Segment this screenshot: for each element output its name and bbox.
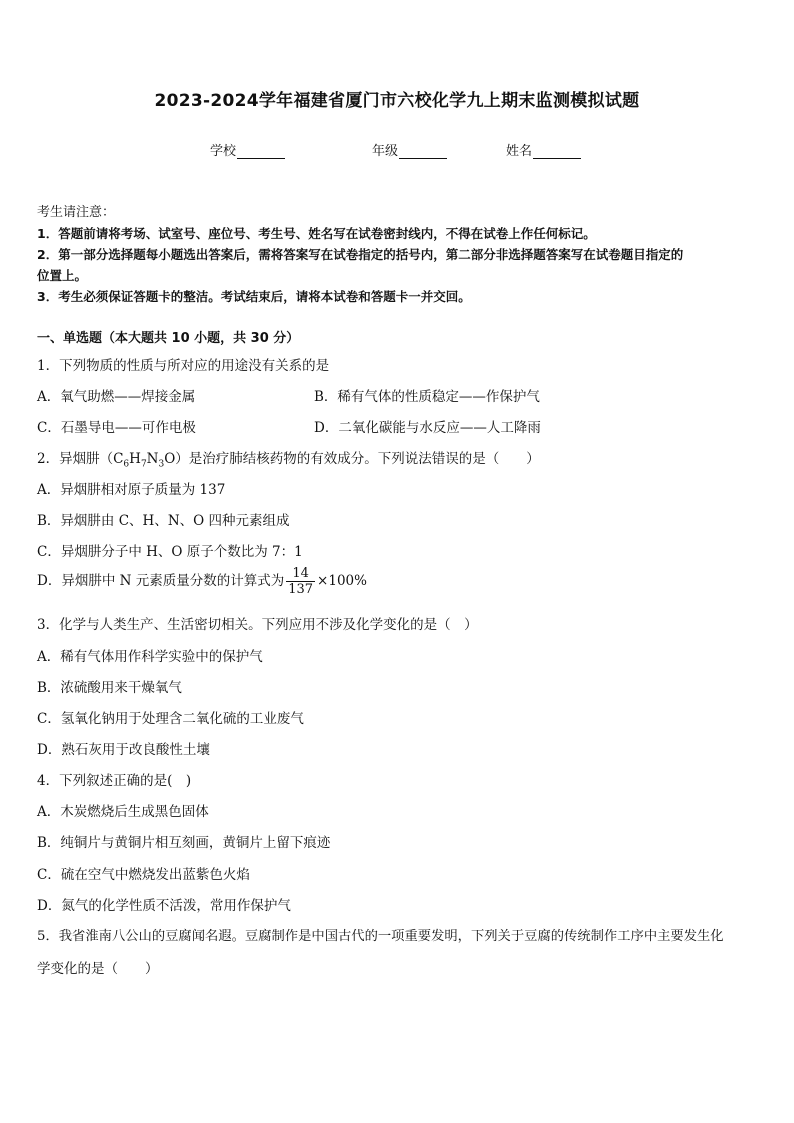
name-field bbox=[506, 140, 581, 159]
grade-label: 年级 bbox=[372, 144, 399, 159]
notice-heading: 考生请注意： bbox=[37, 205, 116, 220]
q3-option-d[interactable]: D．熟石灰用于改良酸性土壤 bbox=[37, 742, 210, 758]
student-info-row bbox=[0, 140, 794, 160]
q2-stem-part: O）是治疗肺结核药物的有效成分。下列说法错误的是（ ） bbox=[164, 451, 540, 467]
school-field bbox=[210, 140, 285, 159]
q2-subscript: 3 bbox=[158, 459, 165, 470]
notice-block bbox=[37, 202, 762, 307]
q3-option-b[interactable]: B．浓硫酸用来干燥氧气 bbox=[37, 680, 182, 696]
notice-item: 位置上。 bbox=[37, 268, 88, 283]
q4-stem: 4．下列叙述正确的是( ) bbox=[37, 773, 192, 789]
q3-stem: 3．化学与人类生产、生活密切相关。下列应用不涉及化学变化的是（ ） bbox=[37, 617, 478, 633]
q1-stem: 1．下列物质的性质与所对应的用途没有关系的是 bbox=[37, 358, 330, 374]
q2-option-b[interactable]: B．异烟肼由 C、H、N、O 四种元素组成 bbox=[37, 513, 290, 529]
q2-d-suffix: ×100% bbox=[317, 573, 367, 589]
fraction-numerator: 14 bbox=[286, 566, 315, 582]
q2-option-d[interactable] bbox=[37, 566, 367, 597]
school-blank[interactable] bbox=[237, 144, 285, 159]
q4-option-a[interactable]: A．木炭燃烧后生成黑色固体 bbox=[37, 804, 209, 820]
school-label: 学校 bbox=[210, 144, 237, 159]
q2-stem-part: 2．异烟肼（C bbox=[37, 451, 124, 467]
q1-option-b[interactable]: B．稀有气体的性质稳定——作保护气 bbox=[314, 389, 540, 405]
q4-option-b[interactable]: B．纯铜片与黄铜片相互刻画，黄铜片上留下痕迹 bbox=[37, 835, 331, 851]
grade-blank[interactable] bbox=[399, 144, 447, 159]
notice-item: 2．第一部分选择题每小题选出答案后，需将答案写在试卷指定的括号内，第二部分非选择题答案写在试卷题目指定的 bbox=[37, 247, 684, 262]
name-label: 姓名 bbox=[506, 144, 533, 159]
q1-option-c[interactable]: C．石墨导电——可作电极 bbox=[37, 420, 196, 436]
q2-subscript: 6 bbox=[123, 459, 130, 470]
name-blank[interactable] bbox=[533, 144, 581, 159]
q2-option-a[interactable]: A．异烟肼相对原子质量为 137 bbox=[37, 482, 226, 498]
q1-option-a[interactable]: A．氧气助燃——焊接金属 bbox=[37, 389, 196, 405]
q1-option-d[interactable]: D．二氧化碳能与水反应——人工降雨 bbox=[314, 420, 541, 436]
q2-stem bbox=[37, 447, 540, 470]
q4-option-d[interactable]: D．氮气的化学性质不活泼，常用作保护气 bbox=[37, 898, 291, 914]
q2-stem-part: H bbox=[129, 451, 141, 467]
section-title: 一、单选题（本大题共 10 小题，共 30 分） bbox=[37, 331, 300, 346]
notice-item: 3．考生必须保证答题卡的整洁。考试结束后，请将本试卷和答题卡一并交回。 bbox=[37, 289, 471, 304]
page-title: 2023-2024学年福建省厦门市六校化学九上期末监测模拟试题 bbox=[154, 91, 640, 111]
q3-option-c[interactable]: C．氢氧化钠用于处理含二氧化硫的工业废气 bbox=[37, 711, 304, 727]
q5-stem-line1: 5．我省淮南八公山的豆腐闻名遐。豆腐制作是中国古代的一项重要发明，下列关于豆腐的传统制作工序中主要发生化 bbox=[37, 929, 724, 944]
q5-stem-line2: 学变化的是（ ） bbox=[37, 961, 159, 977]
fraction bbox=[286, 566, 315, 597]
q3-option-a[interactable]: A．稀有气体用作科学实验中的保护气 bbox=[37, 649, 263, 665]
q2-stem-part: N bbox=[146, 451, 159, 467]
q2-option-c[interactable]: C．异烟肼分子中 H、O 原子个数比为 7：1 bbox=[37, 544, 303, 560]
q4-option-c[interactable]: C．硫在空气中燃烧发出蓝紫色火焰 bbox=[37, 867, 250, 883]
grade-field bbox=[372, 140, 447, 159]
q2-d-text: D．异烟肼中 N 元素质量分数的计算式为 bbox=[37, 573, 285, 589]
fraction-denominator: 137 bbox=[288, 582, 314, 597]
notice-item: 1．答题前请将考场、试室号、座位号、考生号、姓名写在试卷密封线内，不得在试卷上作任何标记。 bbox=[37, 226, 596, 241]
q2-subscript: 7 bbox=[140, 459, 147, 470]
